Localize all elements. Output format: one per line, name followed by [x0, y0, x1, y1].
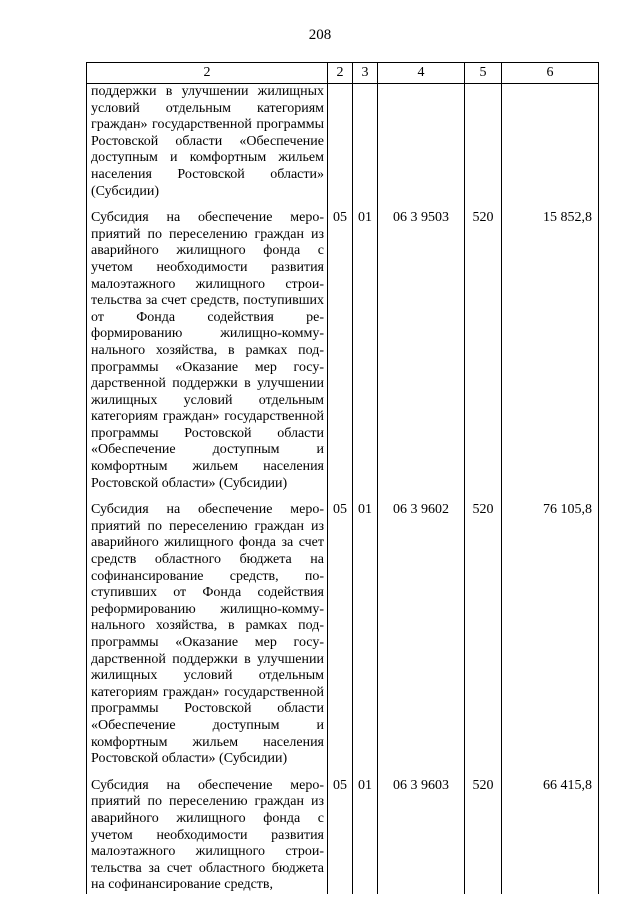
row-description: поддержки в улучшении жилищных условий отдельным категориям граждан» государственной программы Ростовской области «Обеспечение доступным и комфортным жильем населения Ростовской области» (Субсидии) [87, 84, 328, 201]
table-row [87, 84, 599, 201]
row-section: 05 [328, 502, 353, 768]
row-target-article: 06 3 9602 [378, 502, 465, 768]
header-description-column: 2 [87, 63, 328, 84]
row-target-article: 06 3 9603 [378, 778, 465, 894]
row-spacer [87, 492, 599, 502]
budget-table [86, 62, 599, 894]
row-amount: 66 415,8 [502, 778, 599, 894]
row-subsection [353, 84, 378, 201]
row-description: Субсидия на обеспечение мероприятий по переселению граждан из аварийного жилищного фонда с учетом необходимости развития малоэтажного жилищного строительства за счет средств, поступивших от Фонда содействия реформированию жилищно-коммунального хозяйства, в рамках подпрограммы «Оказание мер государственной поддержки в улучшении жилищных условий отдельным категориям граждан» государственной программы Ростовской области «Обеспечение доступным и комфортным жильем населения Ростовской области» (Субсидии) [87, 210, 328, 492]
row-spacer [87, 200, 599, 210]
header-amount-column: 6 [502, 63, 599, 84]
page-number: 208 [308, 27, 332, 43]
row-target-article: 06 3 9503 [378, 210, 465, 492]
row-section [328, 84, 353, 201]
row-expense-type: 520 [465, 502, 502, 768]
row-amount [502, 84, 599, 201]
row-amount: 15 852,8 [502, 210, 599, 492]
row-description: Субсидия на обеспечение мероприятий по переселению граждан из аварийного жилищного фонда с учетом необходимости развития малоэтажного жилищного строительства за счет областного бюджета на софинансирование средств, [87, 778, 328, 894]
row-target-article [378, 84, 465, 201]
row-spacer [87, 768, 599, 778]
header-target-article-column: 4 [378, 63, 465, 84]
row-subsection: 01 [353, 502, 378, 768]
row-expense-type [465, 84, 502, 201]
header-section-column: 2 [328, 63, 353, 84]
row-subsection: 01 [353, 210, 378, 492]
table-header-row [87, 63, 599, 84]
row-description: Субсидия на обеспечение мероприятий по переселению граждан из аварийного жилищного фонда за счет средств областного бюджета на софинансирование средств, поступивших от Фонда содействия реформированию жилищно-коммунального хозяйства, в рамках подпрограммы «Оказание мер государственной поддержки в улучшении жилищных условий отдельным категориям граждан» государственной программы Ростовской области «Обеспечение доступным и комфортным жильем населения Ростовской области» (Субсидии) [87, 502, 328, 768]
row-expense-type: 520 [465, 210, 502, 492]
row-subsection: 01 [353, 778, 378, 894]
table-row [87, 502, 599, 768]
row-section: 05 [328, 210, 353, 492]
row-section: 05 [328, 778, 353, 894]
row-amount: 76 105,8 [502, 502, 599, 768]
row-expense-type: 520 [465, 778, 502, 894]
header-expense-type-column: 5 [465, 63, 502, 84]
table-row [87, 210, 599, 492]
header-subsection-column: 3 [353, 63, 378, 84]
table-row [87, 778, 599, 894]
